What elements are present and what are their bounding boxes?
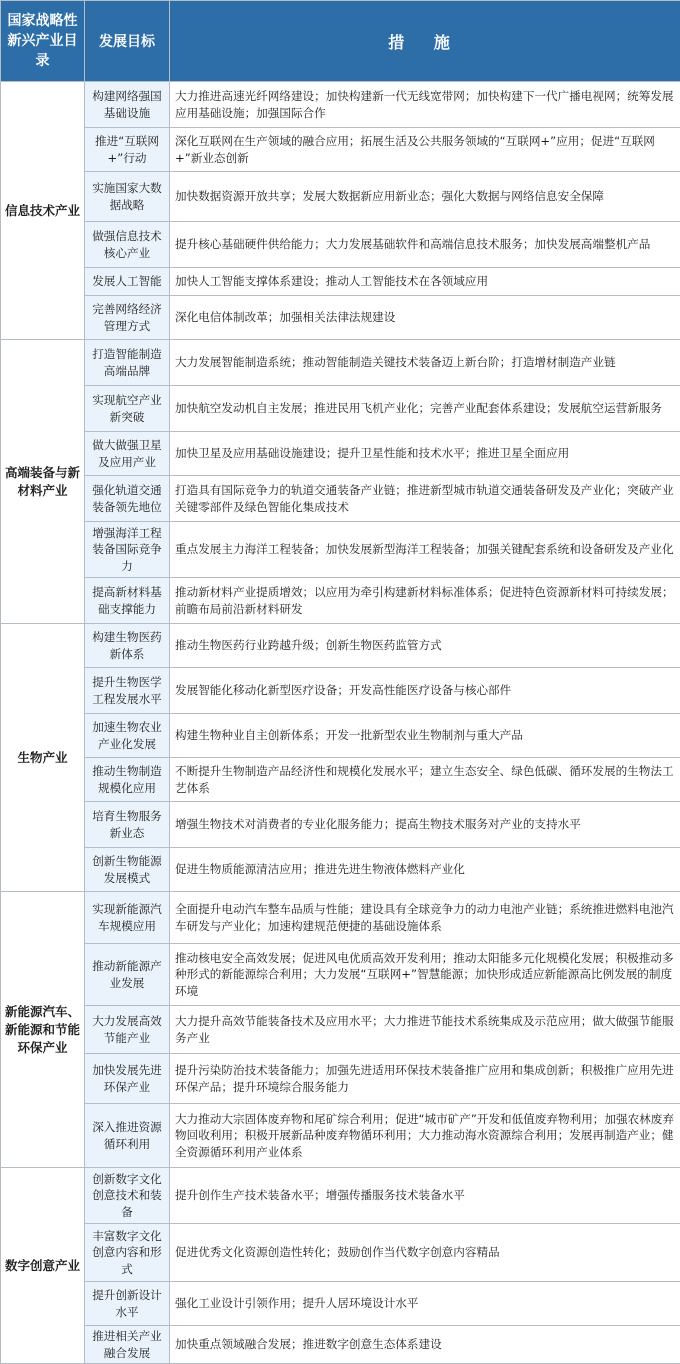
table-row xyxy=(1,268,680,296)
table-row xyxy=(1,624,680,668)
goal-cell: 打造智能制造高端品牌 xyxy=(85,340,170,386)
goal-cell: 构建网络强国基础设施 xyxy=(85,82,170,128)
section-name-digital-creative: 数字创意产业 xyxy=(1,1168,85,1364)
table-row xyxy=(1,1104,680,1168)
measure-cell: 加快航空发动机自主发展；推进民用飞机产业化；完善产业配套体系建设；发展航空运营新服务 xyxy=(170,386,680,432)
goal-cell: 做大做强卫星及应用产业 xyxy=(85,432,170,476)
table-row xyxy=(1,128,680,172)
measure-cell: 构建生物种业自主创新体系；开发一批新型农业生物制剂与重大产品 xyxy=(170,714,680,758)
goal-cell: 创新数字文化创意技术和装备 xyxy=(85,1168,170,1224)
section-name-high-end-equipment: 高端装备与新材料产业 xyxy=(1,340,85,624)
goal-cell: 做强信息技术核心产业 xyxy=(85,222,170,268)
measure-cell: 促进优秀文化资源创造性转化；鼓励创作当代数字创意内容精品 xyxy=(170,1224,680,1282)
measure-cell: 深化互联网在生产领域的融合应用；拓展生活及公共服务领域的“互联网+”应用；促进“互联网+”新业态创新 xyxy=(170,128,680,172)
goal-cell: 推动生物制造规模化应用 xyxy=(85,758,170,802)
measure-cell: 发展智能化移动化新型医疗设备；开发高性能医疗设备与核心部件 xyxy=(170,668,680,714)
measure-cell: 加快人工智能支撑体系建设；推动人工智能技术在各领域应用 xyxy=(170,268,680,296)
header-measures: 措 施 xyxy=(170,1,680,82)
table-row xyxy=(1,340,680,386)
header-industry-catalog: 国家战略性新兴产业目录 xyxy=(1,1,85,82)
header-row xyxy=(1,1,680,82)
measure-cell: 推动生物医药行业跨越升级；创新生物医药监管方式 xyxy=(170,624,680,668)
header-development-goal: 发展目标 xyxy=(85,1,170,82)
section-name-bio-industry: 生物产业 xyxy=(1,624,85,892)
table-row xyxy=(1,892,680,944)
goal-cell: 构建生物医药新体系 xyxy=(85,624,170,668)
goal-cell: 增强海洋工程装备国际竞争力 xyxy=(85,522,170,578)
measure-cell: 提升污染防治技术装备能力；加强先进适用环保技术装备推广应用和集成创新；积极推广应用先进环保产品；提升环境综合服务能力 xyxy=(170,1054,680,1104)
goal-cell: 大力发展高效节能产业 xyxy=(85,1006,170,1054)
measure-cell: 加快数据资源开放共享；发展大数据新应用新业态；强化大数据与网络信息安全保障 xyxy=(170,172,680,222)
measure-cell: 大力推进高速光纤网络建设；加快构建新一代无线宽带网；加快构建下一代广播电视网；统筹发展应用基础设施；加强国际合作 xyxy=(170,82,680,128)
goal-cell: 强化轨道交通装备领先地位 xyxy=(85,476,170,522)
measure-cell: 促进生物质能源清洁应用；推进先进生物液体燃料产业化 xyxy=(170,848,680,892)
measure-cell: 提升核心基础硬件供给能力；大力发展基础软件和高端信息技术服务；加快发展高端整机产品 xyxy=(170,222,680,268)
section-name-info-tech: 信息技术产业 xyxy=(1,82,85,340)
section-name-new-energy: 新能源汽车、新能源和节能环保产业 xyxy=(1,892,85,1168)
table-row xyxy=(1,1224,680,1282)
table-row xyxy=(1,758,680,802)
goal-cell: 推动新能源产业发展 xyxy=(85,944,170,1006)
goal-cell: 完善网络经济管理方式 xyxy=(85,296,170,340)
measure-cell: 推动新材料产业提质增效；以应用为牵引构建新材料标准体系；促进特色资源新材料可持续发展；前瞻布局前沿新材料研发 xyxy=(170,578,680,624)
table-row xyxy=(1,944,680,1006)
measure-cell: 大力推动大宗固体废弃物和尾矿综合利用；促进“城市矿产”开发和低值废弃物利用；加强农林废弃物回收利用；积极开展新品种废弃物循环利用；大力推动海水资源综合利用；发展再制造产业；健全资源循环利用产业体系 xyxy=(170,1104,680,1168)
goal-cell: 实现新能源汽车规模应用 xyxy=(85,892,170,944)
goal-cell: 推进“互联网+”行动 xyxy=(85,128,170,172)
measure-cell: 深化电信体制改革；加强相关法律法规建设 xyxy=(170,296,680,340)
table-row xyxy=(1,1168,680,1224)
goal-cell: 推进相关产业融合发展 xyxy=(85,1326,170,1364)
measure-cell: 大力发展智能制造系统；推动智能制造关键技术装备迈上新台阶；打造增材制造产业链 xyxy=(170,340,680,386)
measure-cell: 加快重点领域融合发展；推进数字创意生态体系建设 xyxy=(170,1326,680,1364)
goal-cell: 提升生物医学工程发展水平 xyxy=(85,668,170,714)
table-row xyxy=(1,1282,680,1326)
goal-cell: 创新生物能源发展模式 xyxy=(85,848,170,892)
table-row xyxy=(1,1006,680,1054)
goal-cell: 实施国家大数据战略 xyxy=(85,172,170,222)
table-row xyxy=(1,522,680,578)
measure-cell: 不断提升生物制造产品经济性和规模化发展水平；建立生态安全、绿色低碳、循环发展的生物法工艺体系 xyxy=(170,758,680,802)
measure-cell: 提升创作生产技术装备水平；增强传播服务技术装备水平 xyxy=(170,1168,680,1224)
goal-cell: 提高新材料基础支撑能力 xyxy=(85,578,170,624)
measure-cell: 强化工业设计引领作用；提升人居环境设计水平 xyxy=(170,1282,680,1326)
table-row xyxy=(1,802,680,848)
table-row xyxy=(1,578,680,624)
goal-cell: 丰富数字文化创意内容和形式 xyxy=(85,1224,170,1282)
table-row xyxy=(1,222,680,268)
table-row xyxy=(1,668,680,714)
measure-cell: 增强生物技术对消费者的专业化服务能力；提高生物技术服务对产业的支持水平 xyxy=(170,802,680,848)
measure-cell: 全面提升电动汽车整车品质与性能；建设具有全球竞争力的动力电池产业链；系统推进燃料电池汽车研发与产业化；加速构建规范便捷的基础设施体系 xyxy=(170,892,680,944)
measure-cell: 大力提升高效节能装备技术及应用水平；大力推进节能技术系统集成及示范应用；做大做强节能服务产业 xyxy=(170,1006,680,1054)
goal-cell: 培育生物服务新业态 xyxy=(85,802,170,848)
goal-cell: 提升创新设计水平 xyxy=(85,1282,170,1326)
table-row xyxy=(1,82,680,128)
goal-cell: 加快发展先进环保产业 xyxy=(85,1054,170,1104)
table-row xyxy=(1,1054,680,1104)
table-row xyxy=(1,386,680,432)
table-row xyxy=(1,296,680,340)
goal-cell: 实现航空产业新突破 xyxy=(85,386,170,432)
goal-cell: 深入推进资源循环利用 xyxy=(85,1104,170,1168)
measure-cell: 推动核电安全高效发展；促进风电优质高效开发利用；推动太阳能多元化规模化发展；积极推动多种形式的新能源综合利用；大力发展“互联网+”智慧能源；加快形成适应新能源高比例发展的制度环境 xyxy=(170,944,680,1006)
table-row xyxy=(1,848,680,892)
table-row xyxy=(1,172,680,222)
goal-cell: 发展人工智能 xyxy=(85,268,170,296)
table-row xyxy=(1,714,680,758)
measure-cell: 重点发展主力海洋工程装备；加快发展新型海洋工程装备；加强关键配套系统和设备研发及产业化 xyxy=(170,522,680,578)
table-row xyxy=(1,432,680,476)
measure-cell: 加快卫星及应用基础设施建设；提升卫星性能和技术水平；推进卫星全面应用 xyxy=(170,432,680,476)
measure-cell: 打造具有国际竞争力的轨道交通装备产业链；推进新型城市轨道交通装备研发及产业化；突破产业关键零部件及绿色智能化集成技术 xyxy=(170,476,680,522)
goal-cell: 加速生物农业产业化发展 xyxy=(85,714,170,758)
table-row xyxy=(1,1326,680,1364)
table-row xyxy=(1,476,680,522)
